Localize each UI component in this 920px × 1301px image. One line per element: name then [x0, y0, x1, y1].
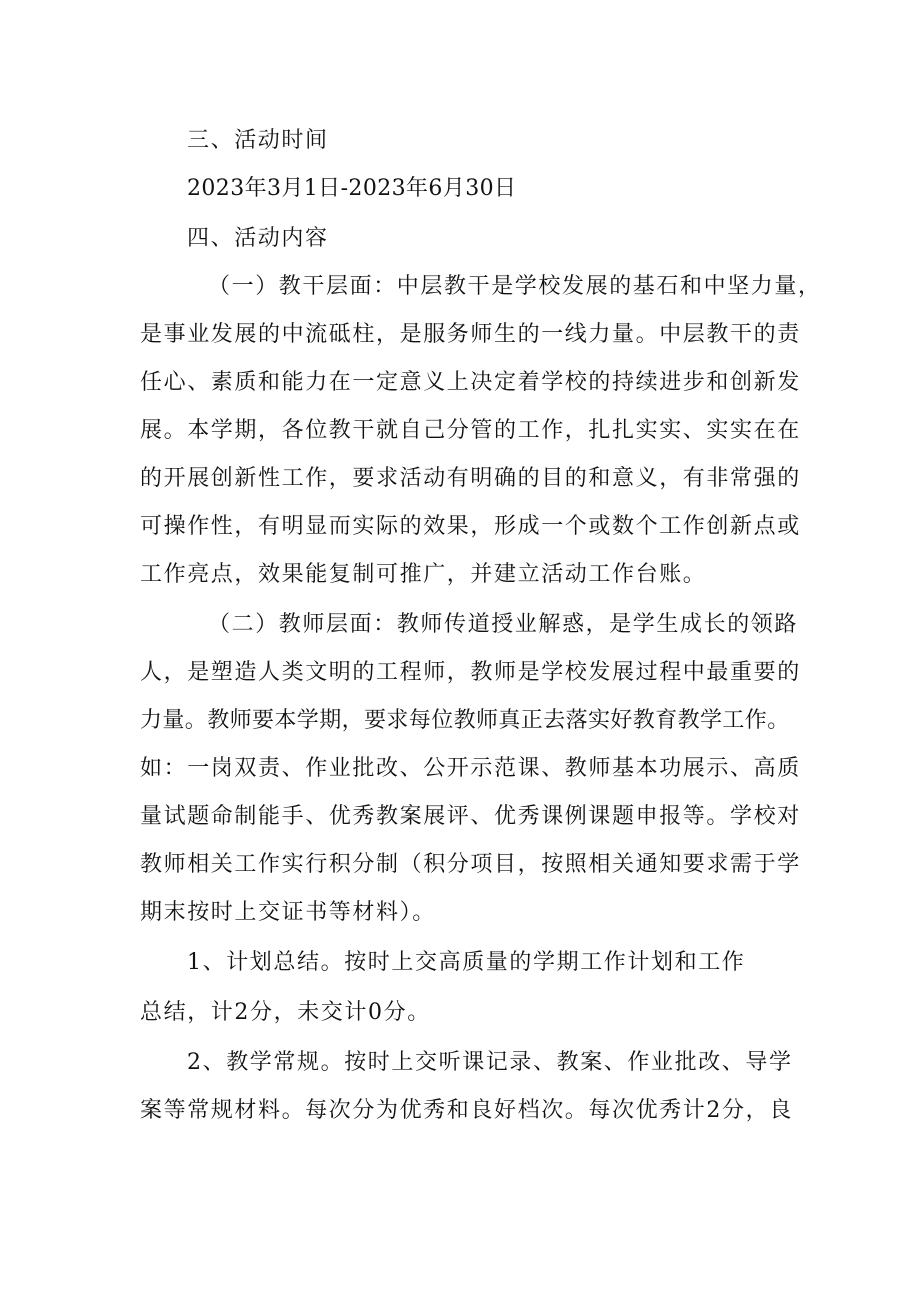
section3-heading: 三、活动时间: [187, 128, 329, 153]
para1-line: 展。本学期，各位教干就自己分管的工作，扎扎实实、实实在在: [140, 418, 801, 443]
item1-line: 总结，计2分，未交计0分。: [140, 1000, 431, 1025]
section4-heading: 四、活动内容: [187, 226, 329, 251]
item2-line: 2、教学常规。按时上交听课记录、教案、作业批改、导学: [187, 1050, 793, 1075]
para1-line: 是事业发展的中流砥柱，是服务师生的一线力量。中层教干的责: [140, 322, 801, 347]
item2-line: 案等常规材料。每次分为优秀和良好档次。每次优秀计2分，良: [140, 1098, 793, 1123]
para2-line: 期末按时上交证书等材料）。: [140, 900, 436, 925]
para1-line: 工作亮点，效果能复制可推广，并建立活动工作台账。: [140, 562, 707, 587]
para2-line: 如：一岗双责、作业批改、公开示范课、教师基本功展示、高质: [140, 756, 801, 781]
para2-line: 力量。教师要本学期，要求每位教师真正去落实好教育教学工作。: [140, 708, 790, 733]
para2-line: （二）教师层面：教师传道授业解惑，是学生成长的领路: [208, 612, 799, 637]
para2-line: 量试题命制能手、优秀教案展评、优秀课例课题申报等。学校对: [140, 804, 801, 829]
para1-line: 任心、素质和能力在一定意义上决定着学校的持续进步和创新发: [140, 370, 801, 395]
item1-line: 1、计划总结。按时上交高质量的学期工作计划和工作: [187, 950, 746, 975]
activity-dates: 2023年3月1日-2023年6月30日: [187, 176, 517, 201]
para1-line: 可操作性，有明显而实际的效果，形成一个或数个工作创新点或: [140, 514, 801, 539]
para2-line: 人，是塑造人类文明的工程师，教师是学校发展过程中最重要的: [140, 660, 801, 685]
para2-line: 教师相关工作实行积分制（积分项目，按照相关通知要求需于学: [140, 852, 801, 877]
para1-line: 的开展创新性工作，要求活动有明确的目的和意义，有非常强的: [140, 466, 801, 491]
para1-line: （一）教干层面：中层教干是学校发展的基石和中坚力量，: [208, 274, 822, 299]
